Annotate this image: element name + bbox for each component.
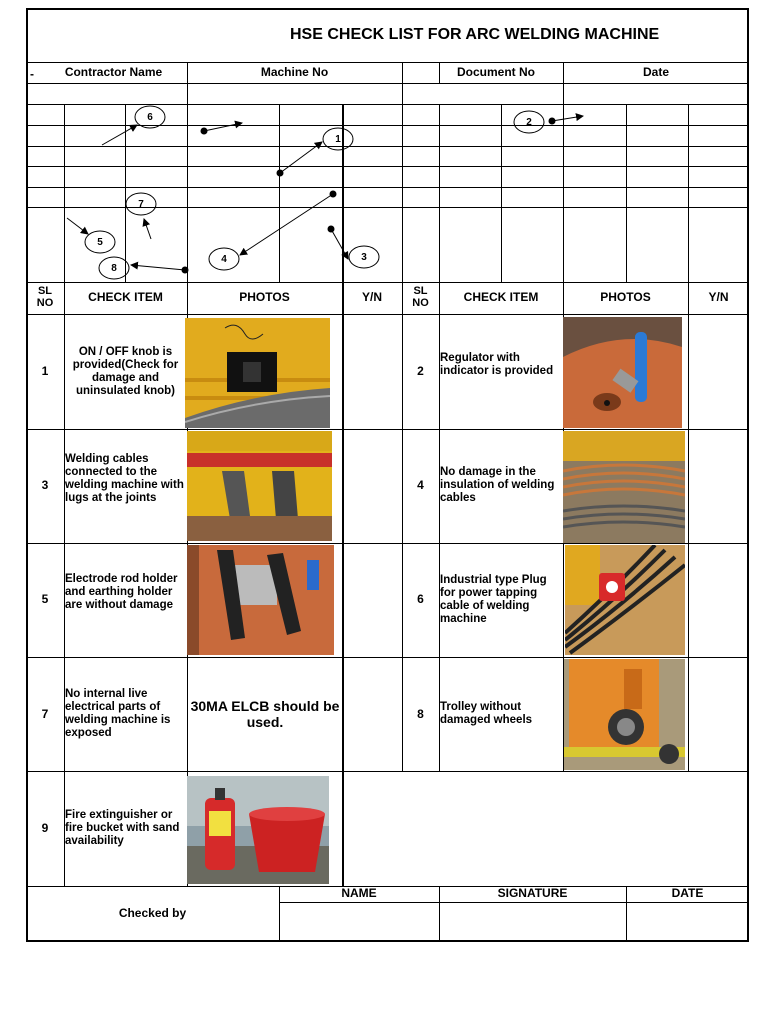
page-title: HSE CHECK LIST FOR ARC WELDING MACHINE xyxy=(290,26,660,43)
item-9-text: Fire extinguisher or fire bucket with sand availability xyxy=(65,809,180,847)
callout-4: 4 xyxy=(221,254,227,265)
item-4-text: No damage in the insulation of welding cables xyxy=(440,466,555,504)
callout-8: 8 xyxy=(111,263,117,274)
item-1-text: ON / OFF knob is provided(Check for damage and uninsulated knob) xyxy=(72,346,179,397)
item-6-number: 6 xyxy=(417,592,424,606)
welding-cables-photo xyxy=(563,431,685,543)
photos-header-right: PHOTOS xyxy=(600,290,651,304)
date-label: Date xyxy=(642,65,669,79)
item-2-text: Regulator with indicator is provided xyxy=(440,352,554,377)
signature-label: SIGNATURE xyxy=(497,886,568,900)
fire-extinguisher-photo xyxy=(187,776,329,884)
callout-1: 1 xyxy=(335,134,341,145)
item-9-number: 9 xyxy=(41,821,49,835)
item-4-number: 4 xyxy=(417,478,424,492)
callout-7: 7 xyxy=(138,199,144,210)
yn-header-left: Y/N xyxy=(361,290,382,304)
photos-header-left: PHOTOS xyxy=(239,290,290,304)
yn-header-right: Y/N xyxy=(708,290,729,304)
item-7-number: 7 xyxy=(41,707,49,721)
footer-date-label: DATE xyxy=(671,886,704,900)
item-5-text: Electrode rod holder and earthing holder are without damage xyxy=(65,573,178,611)
item-7-text: No internal live electrical parts of welding machine is exposed xyxy=(65,688,171,739)
regulator-photo xyxy=(563,317,682,428)
trolley-photo xyxy=(564,659,685,770)
callout-2: 2 xyxy=(526,117,532,128)
on-off-knob-photo xyxy=(185,318,330,428)
name-label: NAME xyxy=(341,886,377,900)
machine-no-label: Machine No xyxy=(260,65,329,79)
industrial-plug-photo xyxy=(565,545,685,655)
item-2-number: 2 xyxy=(417,364,424,378)
electrode-holders-photo xyxy=(187,545,334,655)
item-8-text: Trolley without damaged wheels xyxy=(440,701,533,726)
check-item-header-left: CHECK ITEM xyxy=(88,290,163,304)
callout-3: 3 xyxy=(361,252,367,263)
check-item-header-right: CHECK ITEM xyxy=(463,290,539,304)
callout-annotations xyxy=(0,0,768,300)
callout-6: 6 xyxy=(147,112,153,123)
checked-by-label: Checked by xyxy=(118,906,187,920)
sl-no-header-right: SL NO xyxy=(412,285,429,309)
item-3-text: Welding cables connected to the welding machine with lugs at the joints xyxy=(65,453,184,504)
header-dash: - xyxy=(30,67,34,81)
contractor-name-label: Contractor Name xyxy=(64,65,163,79)
cable-lugs-photo xyxy=(187,431,332,541)
item-5-number: 5 xyxy=(41,592,49,606)
item-8-number: 8 xyxy=(417,707,424,721)
sl-no-header-left: SL NO xyxy=(36,285,54,309)
item-1-number: 1 xyxy=(41,364,49,378)
document-no-label: Document No xyxy=(457,65,535,79)
elcb-note: 30MA ELCB should be used. xyxy=(190,698,340,730)
callout-5: 5 xyxy=(97,237,103,248)
item-6-text: Industrial type Plug for power tapping cable of welding machine xyxy=(440,574,547,625)
item-3-number: 3 xyxy=(41,478,49,492)
